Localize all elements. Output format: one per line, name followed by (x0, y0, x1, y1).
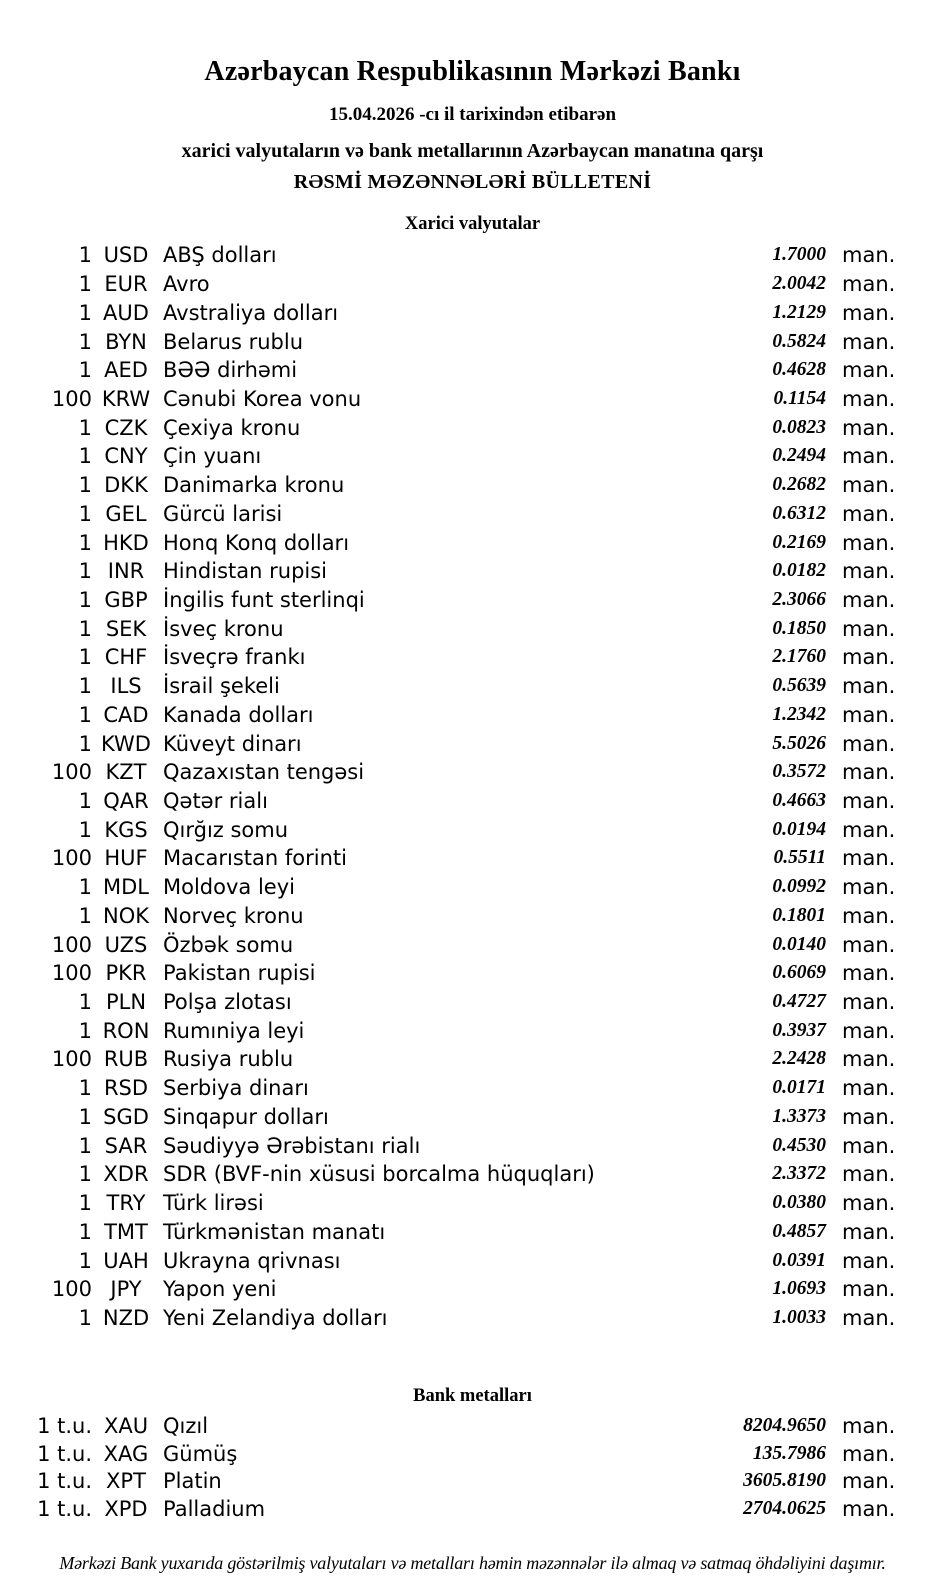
currency-quantity: 1 (78, 559, 92, 584)
metal-rates-table (0, 1412, 945, 1522)
currency-unit-label: man. (842, 300, 896, 325)
currency-row (0, 1045, 945, 1074)
currency-name: Qırğız somu (163, 817, 289, 842)
currency-code: SAR (104, 1133, 148, 1158)
currency-unit-label: man. (842, 1191, 896, 1216)
currency-quantity: 1 (78, 415, 92, 440)
currency-rate: 0.5639 (772, 675, 826, 697)
currency-name: İngilis funt sterlinqi (163, 587, 365, 612)
currency-quantity: 1 (78, 1104, 92, 1129)
currency-name: Honq Konq dolları (163, 530, 350, 555)
currency-row (0, 959, 945, 988)
disclaimer-text: Mərkəzi Bank yuxarıda göstərilmiş valyutaları və metalları həmin məzənnələr ilə almaq və satmaq öhdəliyini daşımır. (59, 1552, 886, 1573)
currency-rate: 1.2342 (772, 703, 826, 725)
currency-rate: 0.4727 (772, 991, 826, 1013)
currency-unit-label: man. (842, 731, 896, 756)
currency-rate: 0.2494 (772, 445, 826, 467)
currency-quantity: 100 (51, 1047, 92, 1072)
currency-row (0, 902, 945, 931)
currency-unit-label: man. (842, 1219, 896, 1244)
currency-code: KGS (104, 817, 148, 842)
currency-quantity: 1 (78, 1018, 92, 1043)
currency-unit-label: man. (842, 760, 896, 785)
currency-row (0, 385, 945, 414)
currency-row (0, 1217, 945, 1246)
currency-code: NZD (102, 1305, 150, 1330)
currency-row (0, 1304, 945, 1333)
metal-unit-label: man. (842, 1496, 896, 1521)
currency-unit-label: man. (842, 903, 896, 928)
currency-code: PKR (105, 961, 147, 986)
currency-rate: 1.7000 (772, 244, 826, 266)
currency-row (0, 787, 945, 816)
metals-section-title: Bank metalları (413, 1386, 532, 1407)
currency-row (0, 815, 945, 844)
currency-rate: 0.0391 (772, 1249, 826, 1271)
currency-row (0, 1189, 945, 1218)
metal-row (0, 1468, 945, 1496)
currency-quantity: 1 (78, 243, 92, 268)
currency-row (0, 528, 945, 557)
currency-rate: 0.6069 (772, 962, 826, 984)
currency-code: BYN (105, 329, 147, 354)
currency-name: Serbiya dinarı (163, 1076, 309, 1101)
metal-quantity: 1 t.u. (37, 1496, 92, 1521)
currency-row (0, 298, 945, 327)
currency-quantity: 1 (78, 1076, 92, 1101)
currency-row (0, 930, 945, 959)
metal-name: Palladium (163, 1496, 266, 1521)
currency-code: KZT (105, 760, 147, 785)
currency-quantity: 1 (78, 645, 92, 670)
effective-date-line: 15.04.2026 -cı il tarixindən etibarən (328, 104, 617, 125)
currency-name: Ukrayna qrivnası (163, 1248, 341, 1273)
currency-name: Danimarka kronu (163, 473, 345, 498)
currency-quantity: 1 (78, 674, 92, 699)
currency-rate: 0.0380 (772, 1192, 826, 1214)
currency-code: KRW (101, 386, 151, 411)
currency-code: HKD (103, 530, 149, 555)
currency-rate: 0.0194 (772, 818, 826, 840)
currency-name: Polşa zlotası (163, 990, 292, 1015)
metal-quantity: 1 t.u. (37, 1469, 92, 1494)
currency-unit-label: man. (842, 501, 896, 526)
currency-quantity: 100 (51, 932, 92, 957)
currency-quantity: 1 (78, 990, 92, 1015)
currency-name: BƏƏ dirhəmi (163, 358, 298, 383)
currency-code: CHF (104, 645, 148, 670)
currency-row (0, 270, 945, 299)
metal-row (0, 1495, 945, 1523)
currency-rate: 5.5026 (772, 732, 826, 754)
currency-rate: 2.3372 (772, 1163, 826, 1185)
currency-unit-label: man. (842, 961, 896, 986)
currency-code: QAR (103, 789, 149, 814)
currency-name: Norveç kronu (163, 903, 304, 928)
currency-name: Avstraliya dolları (163, 300, 339, 325)
currency-unit-label: man. (842, 1133, 896, 1158)
currency-rate: 0.0823 (772, 416, 826, 438)
currencies-section-title: Xarici valyutalar (404, 214, 541, 234)
metal-code: XPD (104, 1496, 148, 1521)
currency-code: INR (107, 559, 145, 584)
currency-rate: 0.0171 (772, 1077, 826, 1099)
currency-row (0, 356, 945, 385)
currency-name: Qətər rialı (163, 789, 268, 814)
currency-row (0, 1016, 945, 1045)
currency-name: Çexiya kronu (163, 415, 301, 440)
currency-rate: 0.0992 (772, 876, 826, 898)
currency-unit-label: man. (842, 616, 896, 641)
metal-code: XPT (106, 1469, 146, 1494)
currency-quantity: 1 (78, 444, 92, 469)
currency-unit-label: man. (842, 1047, 896, 1072)
currency-code: GEL (105, 501, 147, 526)
currency-rate: 0.4857 (772, 1220, 826, 1242)
currency-name: SDR (BVF-nin xüsusi borcalma hüquqları) (163, 1162, 595, 1187)
currency-row (0, 413, 945, 442)
currency-code: TMT (104, 1219, 148, 1244)
currency-code: UZS (104, 932, 148, 957)
currency-quantity: 1 (78, 1162, 92, 1187)
currency-row (0, 1246, 945, 1275)
metal-rate: 8204.9650 (743, 1415, 826, 1437)
currency-rate: 0.1801 (772, 904, 826, 926)
currency-code: CNY (104, 444, 148, 469)
currency-row (0, 729, 945, 758)
currency-code: GBP (104, 587, 148, 612)
currency-row (0, 586, 945, 615)
currency-name: İsveçrə frankı (163, 645, 306, 670)
currency-code: ILS (110, 674, 142, 699)
currency-name: ABŞ dolları (163, 243, 277, 268)
currency-quantity: 1 (78, 329, 92, 354)
currency-code: SGD (103, 1104, 149, 1129)
currency-code: CAD (103, 702, 149, 727)
currency-row (0, 844, 945, 873)
currency-unit-label: man. (842, 415, 896, 440)
currency-row (0, 1131, 945, 1160)
currency-unit-label: man. (842, 846, 896, 871)
currency-rate: 0.3572 (772, 761, 826, 783)
currency-code: AED (104, 358, 148, 383)
currency-quantity: 1 (78, 817, 92, 842)
currency-row (0, 1103, 945, 1132)
currency-unit-label: man. (842, 674, 896, 699)
currency-quantity: 1 (78, 731, 92, 756)
currency-code: HUF (104, 846, 148, 871)
currency-unit-label: man. (842, 358, 896, 383)
currency-code: USD (103, 243, 149, 268)
currency-unit-label: man. (842, 702, 896, 727)
currency-unit-label: man. (842, 817, 896, 842)
metal-name: Platin (163, 1469, 222, 1494)
currency-unit-label: man. (842, 789, 896, 814)
currency-unit-label: man. (842, 932, 896, 957)
scope-line: xarici valyutaların və bank metallarının Azərbaycan manatına qarşı (181, 140, 764, 162)
currency-quantity: 1 (78, 789, 92, 814)
currency-name: Türkmənistan manatı (163, 1219, 386, 1244)
currency-row (0, 643, 945, 672)
currency-unit-label: man. (842, 272, 896, 297)
currency-name: Çin yuanı (163, 444, 262, 469)
currency-rate: 0.1154 (773, 387, 826, 409)
currency-rate: 2.2428 (772, 1048, 826, 1070)
currency-unit-label: man. (842, 1305, 896, 1330)
currency-rate: 0.6312 (772, 502, 826, 524)
currency-code: AUD (103, 300, 149, 325)
currency-rate: 2.3066 (772, 588, 826, 610)
currency-quantity: 100 (51, 961, 92, 986)
currency-quantity: 1 (78, 300, 92, 325)
currency-rate: 2.0042 (772, 273, 826, 295)
currency-code: CZK (104, 415, 148, 440)
metal-code: XAG (103, 1441, 149, 1466)
currency-row (0, 758, 945, 787)
currency-code: MDL (103, 875, 149, 900)
currency-quantity: 1 (78, 473, 92, 498)
currency-code: XDR (103, 1162, 149, 1187)
currency-name: Macarıstan forinti (163, 846, 347, 871)
currency-rate: 0.0182 (772, 560, 826, 582)
metal-rate: 135.7986 (752, 1442, 826, 1464)
currency-rate: 1.2129 (772, 301, 826, 323)
currency-row (0, 499, 945, 528)
currency-code: KWD (101, 731, 151, 756)
currency-name: Pakistan rupisi (163, 961, 316, 986)
currency-code: DKK (104, 473, 148, 498)
currency-unit-label: man. (842, 1248, 896, 1273)
currency-quantity: 100 (51, 386, 92, 411)
currency-rate: 1.0033 (772, 1306, 826, 1328)
currency-row (0, 442, 945, 471)
currency-name: Qazaxıstan tengəsi (163, 760, 365, 785)
currency-row (0, 241, 945, 270)
currency-name: Yeni Zelandiya dolları (163, 1305, 388, 1330)
currency-unit-label: man. (842, 559, 896, 584)
currency-quantity: 1 (78, 903, 92, 928)
currency-row (0, 471, 945, 500)
currency-name: Rumıniya leyi (163, 1018, 305, 1043)
currency-quantity: 1 (78, 702, 92, 727)
currency-quantity: 1 (78, 1133, 92, 1158)
currency-unit-label: man. (842, 1104, 896, 1129)
currency-row (0, 701, 945, 730)
currency-unit-label: man. (842, 990, 896, 1015)
currency-unit-label: man. (842, 386, 896, 411)
currency-rate: 0.5511 (773, 847, 826, 869)
currency-unit-label: man. (842, 473, 896, 498)
currency-quantity: 1 (78, 1219, 92, 1244)
metal-name: Gümüş (163, 1441, 238, 1466)
currency-name: Türk lirəsi (163, 1191, 264, 1216)
currency-rate: 0.2169 (772, 531, 826, 553)
currency-name: Özbək somu (163, 932, 294, 957)
currency-rate: 0.3937 (772, 1019, 826, 1041)
currency-code: TRY (106, 1191, 146, 1216)
currency-row (0, 988, 945, 1017)
metal-rate: 2704.0625 (743, 1497, 826, 1519)
currency-rates-table (0, 241, 945, 1332)
currency-name: Gürcü larisi (163, 501, 283, 526)
currency-unit-label: man. (842, 645, 896, 670)
currency-quantity: 1 (78, 501, 92, 526)
currency-quantity: 1 (78, 1305, 92, 1330)
currency-quantity: 1 (78, 530, 92, 555)
currency-row (0, 327, 945, 356)
metal-rate: 3605.8190 (743, 1470, 826, 1492)
currency-rate: 2.1760 (772, 646, 826, 668)
currency-row (0, 1160, 945, 1189)
currency-rate: 1.0693 (772, 1278, 826, 1300)
currency-name: Səudiyyə Ərəbistanı rialı (163, 1133, 421, 1158)
currency-rate: 0.1850 (772, 617, 826, 639)
currency-code: RUB (103, 1047, 149, 1072)
currency-code: RSD (103, 1076, 149, 1101)
currency-rate: 0.4663 (772, 790, 826, 812)
currency-row (0, 1275, 945, 1304)
currency-unit-label: man. (842, 1162, 896, 1187)
metal-name: Qızıl (163, 1414, 209, 1439)
metal-code: XAU (103, 1414, 149, 1439)
currency-quantity: 1 (78, 1248, 92, 1273)
currency-unit-label: man. (842, 329, 896, 354)
currency-quantity: 100 (51, 760, 92, 785)
currency-name: Moldova leyi (163, 875, 295, 900)
currency-unit-label: man. (842, 1018, 896, 1043)
currency-rate: 0.4530 (772, 1134, 826, 1156)
currency-unit-label: man. (842, 444, 896, 469)
currency-name: Belarus rublu (163, 329, 304, 354)
currency-name: Yapon yeni (163, 1277, 277, 1302)
currency-row (0, 557, 945, 586)
currency-code: SEK (105, 616, 147, 641)
metal-row (0, 1412, 945, 1440)
bulletin-title: RƏSMİ MƏZƏNNƏLƏRİ BÜLLETENİ (293, 171, 652, 193)
currency-name: Cənubi Korea vonu (163, 386, 362, 411)
currency-code: EUR (104, 272, 148, 297)
metal-unit-label: man. (842, 1441, 896, 1466)
currency-row (0, 1074, 945, 1103)
currency-rate: 0.5824 (772, 330, 826, 352)
currency-unit-label: man. (842, 1076, 896, 1101)
currency-quantity: 1 (78, 1191, 92, 1216)
metal-quantity: 1 t.u. (37, 1414, 92, 1439)
currency-code: UAH (103, 1248, 149, 1273)
currency-code: JPY (110, 1277, 142, 1302)
currency-unit-label: man. (842, 875, 896, 900)
currency-code: RON (102, 1018, 150, 1043)
currency-rate: 0.0140 (772, 933, 826, 955)
currency-unit-label: man. (842, 243, 896, 268)
currency-name: Avro (163, 272, 210, 297)
metal-row (0, 1440, 945, 1468)
currency-name: Rusiya rublu (163, 1047, 294, 1072)
currency-quantity: 100 (51, 846, 92, 871)
currency-row (0, 672, 945, 701)
currency-name: Küveyt dinarı (163, 731, 302, 756)
currency-rate: 1.3373 (772, 1105, 826, 1127)
currency-rate: 0.2682 (772, 474, 826, 496)
currency-name: Kanada dolları (163, 702, 314, 727)
currency-unit-label: man. (842, 1277, 896, 1302)
metal-quantity: 1 t.u. (37, 1441, 92, 1466)
currency-quantity: 1 (78, 616, 92, 641)
metal-unit-label: man. (842, 1414, 896, 1439)
currency-code: NOK (102, 903, 149, 928)
currency-name: İsrail şekeli (163, 674, 280, 699)
currency-quantity: 100 (51, 1277, 92, 1302)
currency-unit-label: man. (842, 530, 896, 555)
currency-quantity: 1 (78, 875, 92, 900)
currency-unit-label: man. (842, 587, 896, 612)
bulletin-header (0, 0, 945, 194)
currency-quantity: 1 (78, 358, 92, 383)
currency-code: PLN (105, 990, 147, 1015)
currency-quantity: 1 (78, 272, 92, 297)
currency-name: Sinqapur dolları (163, 1104, 329, 1129)
metal-unit-label: man. (842, 1469, 896, 1494)
currency-row (0, 614, 945, 643)
currency-name: Hindistan rupisi (163, 559, 328, 584)
currency-rate: 0.4628 (772, 359, 826, 381)
bank-title: Azərbaycan Respublikasının Mərkəzi Bankı (204, 56, 741, 87)
currency-quantity: 1 (78, 587, 92, 612)
currency-row (0, 873, 945, 902)
currency-name: İsveç kronu (163, 616, 284, 641)
